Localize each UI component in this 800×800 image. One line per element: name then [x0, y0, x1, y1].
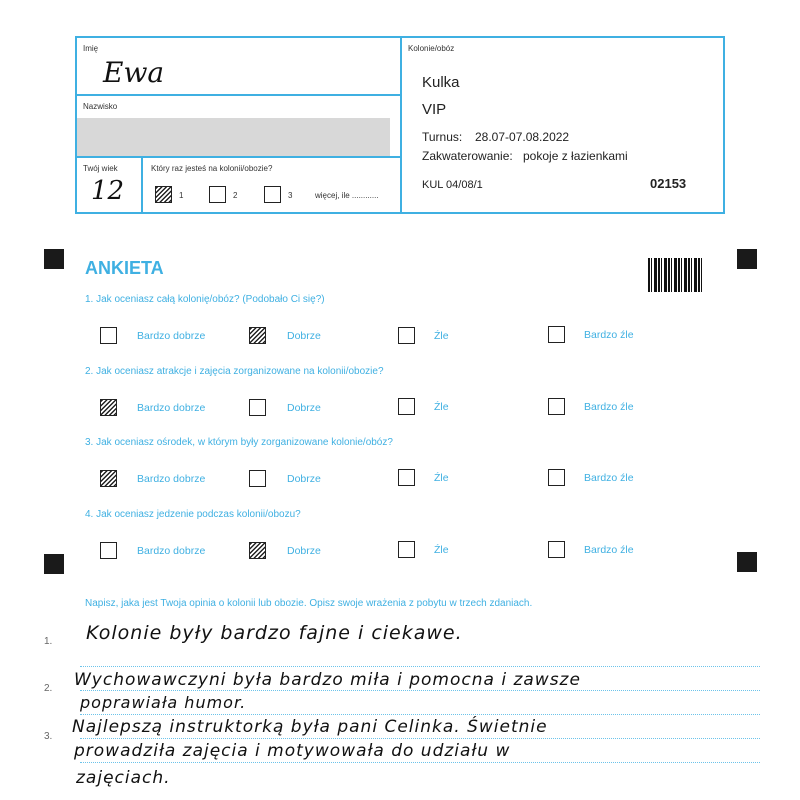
- turnus-label: Turnus:: [422, 130, 463, 144]
- redacted-surname: [77, 118, 390, 156]
- q2-option-bardzo-zle: Bardzo źle: [584, 401, 634, 413]
- wiek-value: 12: [91, 176, 125, 206]
- answer-text-3c[interactable]: zajęciach.: [76, 768, 171, 788]
- answer-text-3b[interactable]: prowadziła zajęcia i motywowała do udziału w: [74, 741, 511, 761]
- ktory-raz-checkbox-1[interactable]: [155, 186, 172, 203]
- q3-option-bardzo-dobrze: Bardzo dobrze: [137, 473, 206, 485]
- answer-text-3a[interactable]: Najlepszą instruktorką była pani Celinka. Świetnie: [72, 717, 548, 737]
- q1-option-dobrze: Dobrze: [287, 330, 321, 342]
- q4-checkbox-dobrze[interactable]: [249, 542, 266, 559]
- q3-option-dobrze: Dobrze: [287, 473, 321, 485]
- age-divider: [141, 156, 143, 212]
- q4-checkbox-bardzo-zle[interactable]: [548, 541, 565, 558]
- answer-line-3a: [80, 738, 760, 739]
- imie-label: Imię: [83, 44, 99, 53]
- ktory-raz-option-2: 2: [233, 191, 238, 200]
- q3-option-bardzo-zle: Bardzo źle: [584, 472, 634, 484]
- ktory-raz-label: Który raz jesteś na kolonii/obozie?: [151, 164, 273, 173]
- question-3-text: 3. Jak oceniasz ośrodek, w którym były zorganizowane kolonie/obóz?: [85, 437, 393, 448]
- line-number-1: 1.: [44, 636, 53, 647]
- answer-text-1[interactable]: Kolonie były bardzo fajne i ciekawe.: [86, 622, 463, 644]
- registration-marker-bottom-left: [44, 554, 64, 574]
- q1-checkbox-zle[interactable]: [398, 327, 415, 344]
- imie-value: Ewa: [103, 56, 165, 89]
- q2-option-bardzo-dobrze: Bardzo dobrze: [137, 402, 206, 414]
- q3-option-zle: Źle: [434, 472, 449, 484]
- question-4-text: 4. Jak oceniasz jedzenie podczas kolonii/obozu?: [85, 509, 301, 520]
- ktory-raz-option-1: 1: [179, 191, 184, 200]
- zakwaterowanie-value: pokoje z łazienkami: [523, 149, 628, 163]
- line-number-3: 3.: [44, 731, 53, 742]
- q1-option-bardzo-dobrze: Bardzo dobrze: [137, 330, 206, 342]
- q1-checkbox-bardzo-zle[interactable]: [548, 326, 565, 343]
- q4-checkbox-bardzo-dobrze[interactable]: [100, 542, 117, 559]
- q3-checkbox-dobrze[interactable]: [249, 470, 266, 487]
- ktory-raz-checkbox-2[interactable]: [209, 186, 226, 203]
- kolonia-name: Kulka: [422, 74, 460, 91]
- q4-option-dobrze: Dobrze: [287, 545, 321, 557]
- q3-checkbox-bardzo-zle[interactable]: [548, 469, 565, 486]
- question-2-text: 2. Jak oceniasz atrakcje i zajęcia zorganizowane na kolonii/obozie?: [85, 366, 384, 377]
- survey-title: ANKIETA: [85, 258, 164, 278]
- q4-option-bardzo-dobrze: Bardzo dobrze: [137, 545, 206, 557]
- header-divider: [400, 38, 402, 212]
- registration-marker-top-left: [44, 249, 64, 269]
- ktory-raz-option-3: 3: [288, 191, 293, 200]
- answer-line-3b: [80, 762, 760, 763]
- ktory-raz-checkbox-3[interactable]: [264, 186, 281, 203]
- q3-checkbox-zle[interactable]: [398, 469, 415, 486]
- wiek-label: Twój wiek: [83, 164, 118, 173]
- q4-option-zle: Źle: [434, 544, 449, 556]
- opinion-prompt: Napisz, jaka jest Twoja opinia o kolonii lub obozie. Opisz swoje wrażenia z pobytu w trzech zdaniach.: [85, 598, 533, 609]
- kolonie-label: Kolonie/obóz: [408, 44, 455, 53]
- q1-option-bardzo-zle: Bardzo źle: [584, 329, 634, 341]
- q2-option-dobrze: Dobrze: [287, 402, 321, 414]
- kolonia-type: VIP: [422, 101, 447, 118]
- q1-checkbox-bardzo-dobrze[interactable]: [100, 327, 117, 344]
- q1-checkbox-dobrze[interactable]: [249, 327, 266, 344]
- answer-line-2a: [80, 690, 760, 691]
- q2-checkbox-dobrze[interactable]: [249, 399, 266, 416]
- registration-marker-top-right: [737, 249, 757, 269]
- ktory-raz-option-more: więcej, ile ............: [315, 191, 379, 200]
- q3-checkbox-bardzo-dobrze[interactable]: [100, 470, 117, 487]
- q4-option-bardzo-zle: Bardzo źle: [584, 544, 634, 556]
- question-1-text: 1. Jak oceniasz całą kolonię/obóz? (Podobało Ci się?): [85, 294, 325, 305]
- camp-number: 02153: [650, 176, 687, 191]
- answer-line-2b: [80, 714, 760, 715]
- line-number-2: 2.: [44, 683, 53, 694]
- nazwisko-label: Nazwisko: [83, 102, 118, 111]
- q2-checkbox-bardzo-zle[interactable]: [548, 398, 565, 415]
- row-divider-1: [77, 94, 400, 96]
- turnus-value: 28.07-07.08.2022: [475, 130, 570, 144]
- q2-checkbox-bardzo-dobrze[interactable]: [100, 399, 117, 416]
- answer-text-2b[interactable]: poprawiała humor.: [80, 693, 247, 712]
- registration-marker-bottom-right: [737, 552, 757, 572]
- answer-line-1a: [80, 666, 760, 667]
- answer-text-2a[interactable]: Wychowawczyni była bardzo miła i pomocna i zawsze: [74, 670, 581, 690]
- header-form: [75, 36, 725, 214]
- camp-code: KUL 04/08/1: [422, 179, 483, 191]
- row-divider-2: [77, 156, 400, 158]
- zakwaterowanie-label: Zakwaterowanie:: [422, 149, 513, 163]
- q1-option-zle: Źle: [434, 330, 449, 342]
- q4-checkbox-zle[interactable]: [398, 541, 415, 558]
- q2-checkbox-zle[interactable]: [398, 398, 415, 415]
- barcode-icon: [648, 258, 702, 292]
- q2-option-zle: Źle: [434, 401, 449, 413]
